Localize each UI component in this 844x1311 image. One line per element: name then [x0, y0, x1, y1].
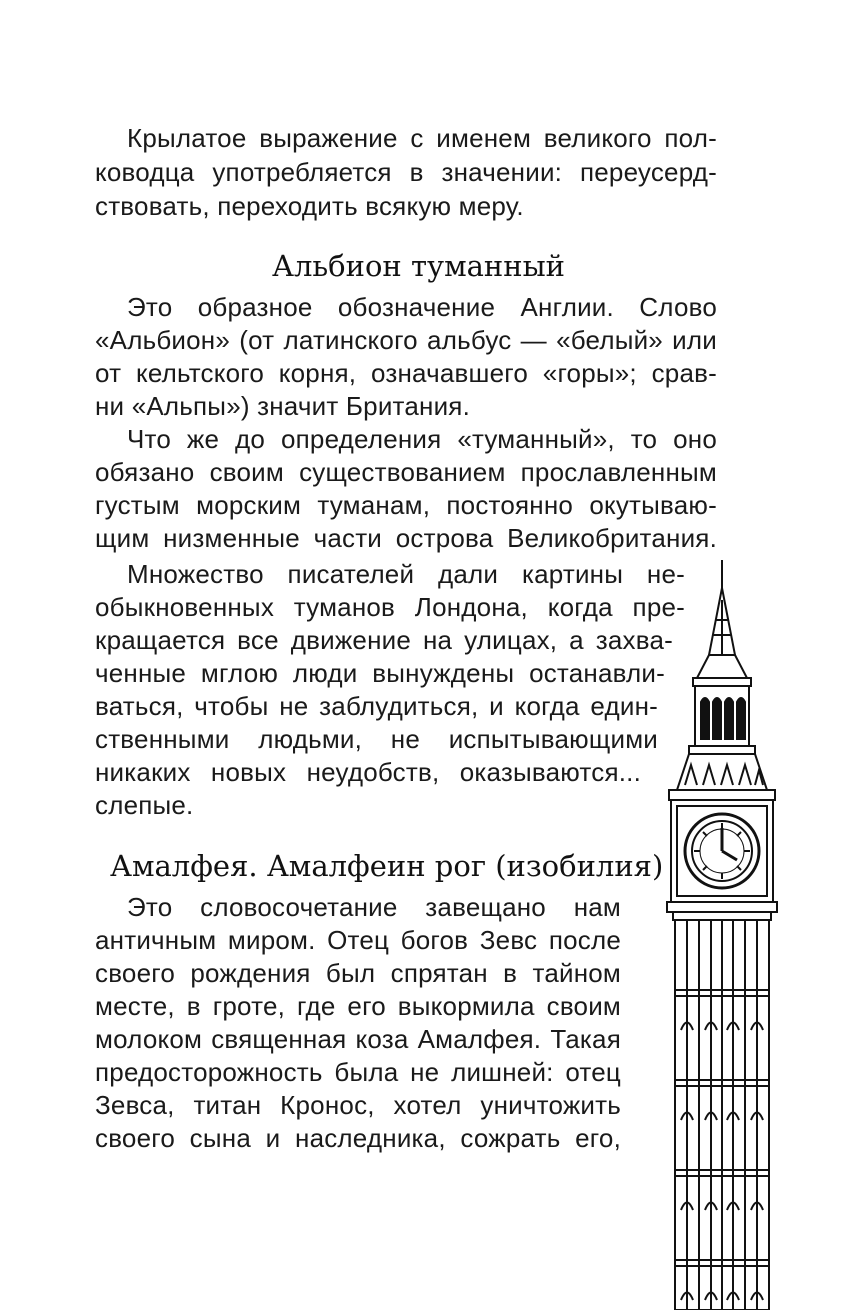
text-line: своего сына и наследника, сожрать его,	[95, 1123, 621, 1153]
text-line: Это образное обозначение Англии. Слово	[127, 292, 717, 322]
text-line: Множество писателей дали картины не-	[127, 559, 685, 589]
text-line: ководца употребляется в значении: переусерд-	[95, 157, 717, 187]
text-line: от кельтского корня, означавшего «горы»; срав-	[95, 358, 717, 388]
text-line: ваться, чтобы не заблудиться, и когда един-	[95, 691, 658, 721]
text-line: кращается все движение на улицах, а захва-	[95, 625, 673, 655]
text-line: щим низменные части острова Великобритания.	[95, 523, 717, 553]
text-line: «Альбион» (от латинского альбус — «белый» или	[95, 325, 717, 355]
section-heading-albion: Альбион туманный	[272, 249, 565, 283]
text-line: Что же до определения «туманный», то оно	[127, 424, 717, 454]
text-line: ствовать, переходить всякую меру.	[95, 191, 524, 221]
text-line: ни «Альпы») значит Британия.	[95, 391, 471, 421]
text-line: античным миром. Отец богов Зевс после	[95, 925, 621, 955]
text-line: молоком священная коза Амалфея. Такая	[95, 1024, 621, 1054]
text-line: предосторожность была не лишней: отец	[95, 1057, 621, 1087]
big-ben-tower-icon	[655, 560, 790, 1310]
text-line: густым морским туманам, постоянно окутываю-	[95, 490, 717, 520]
text-line: обязано своим существованием прославленным	[95, 457, 717, 487]
text-line: Крылатое выражение с именем великого пол-	[127, 123, 717, 153]
text-line: своего рождения был спрятан в тайном	[95, 958, 621, 988]
text-line: ственными людьми, не испытывающими	[95, 724, 658, 754]
text-line: слепые.	[95, 790, 194, 820]
text-line: месте, в гроте, где его выкормила своим	[95, 991, 621, 1021]
section-heading-amalthea: Амалфея. Амалфеин рог (изобилия)	[110, 849, 664, 883]
text-line: никаких новых неудобств, оказываются...	[95, 757, 641, 787]
text-line: обыкновенных туманов Лондона, когда пре-	[95, 592, 685, 622]
text-line: ченные мглою люди вынуждены останавли-	[95, 658, 665, 688]
text-line: Зевса, титан Кронос, хотел уничтожить	[95, 1090, 621, 1120]
text-line: Это словосочетание завещано нам	[127, 892, 621, 922]
